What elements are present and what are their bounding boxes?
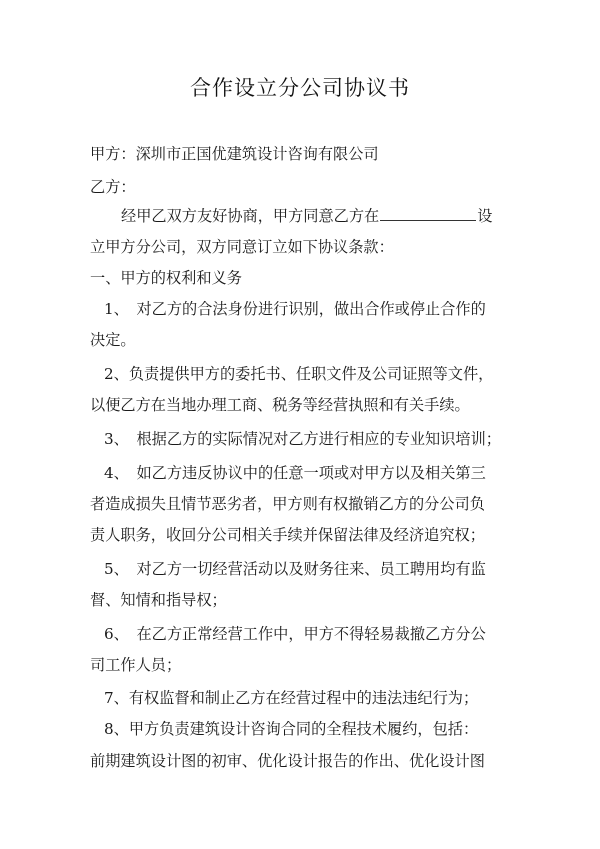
item-8-line-1: 8、甲方负责建筑设计咨询合同的全程技术履约，包括： <box>104 720 479 738</box>
item-2-line-2: 以便乙方在当地办理工商、税务等经营执照和有关手续。 <box>90 396 470 414</box>
item-3-line-1: 3、 根据乙方的实际情况对乙方进行相应的专业知识培训； <box>104 430 501 448</box>
item-4-line-1: 4、 如乙方违反协议中的任意一项或对甲方以及相关第三 <box>104 464 486 482</box>
item-7-line-1: 7、有权监督和制止乙方在经营过程中的违法违纪行为； <box>104 689 479 707</box>
item-6-line-1: 6、 在乙方正常经营工作中，甲方不得轻易裁撤乙方分公 <box>104 625 486 643</box>
document-title: 合作设立分公司协议书 <box>190 76 410 100</box>
intro-text-after-blank: 设 <box>477 207 493 225</box>
item-4-line-3: 责人职务，收回分公司相关手续并保留法律及经济追究权； <box>90 526 485 544</box>
intro-line-1 <box>121 205 492 227</box>
item-5-line-2: 督、知情和指导权； <box>90 591 227 609</box>
item-8-line-2: 前期建筑设计图的初审、优化设计报告的作出、优化设计图 <box>90 752 485 770</box>
party-b-line: 乙方： <box>90 178 136 196</box>
party-a-line: 甲方：深圳市正国优建筑设计咨询有限公司 <box>90 145 379 163</box>
item-5-line-1: 5、 对乙方一切经营活动以及财务往来、员工聘用均有监 <box>104 560 486 578</box>
item-1-line-1: 1、 对乙方的合法身份进行识别，做出合作或停止合作的 <box>104 300 486 318</box>
intro-line-2: 立甲方分公司，双方同意订立如下协议条款： <box>90 238 394 256</box>
intro-text-before-blank: 经甲乙双方友好协商，甲方同意乙方在 <box>121 207 380 225</box>
item-1-line-2: 决定。 <box>90 331 136 349</box>
item-2-line-1: 2、负责提供甲方的委托书、任职文件及公司证照等文件， <box>104 365 494 383</box>
location-blank <box>380 206 476 221</box>
section-heading: 一、甲方的权利和义务 <box>90 269 242 287</box>
item-6-line-2: 司工作人员； <box>90 656 182 674</box>
item-4-line-2: 者造成损失且情节恶劣者，甲方则有权撤销乙方的分公司负 <box>90 495 485 513</box>
